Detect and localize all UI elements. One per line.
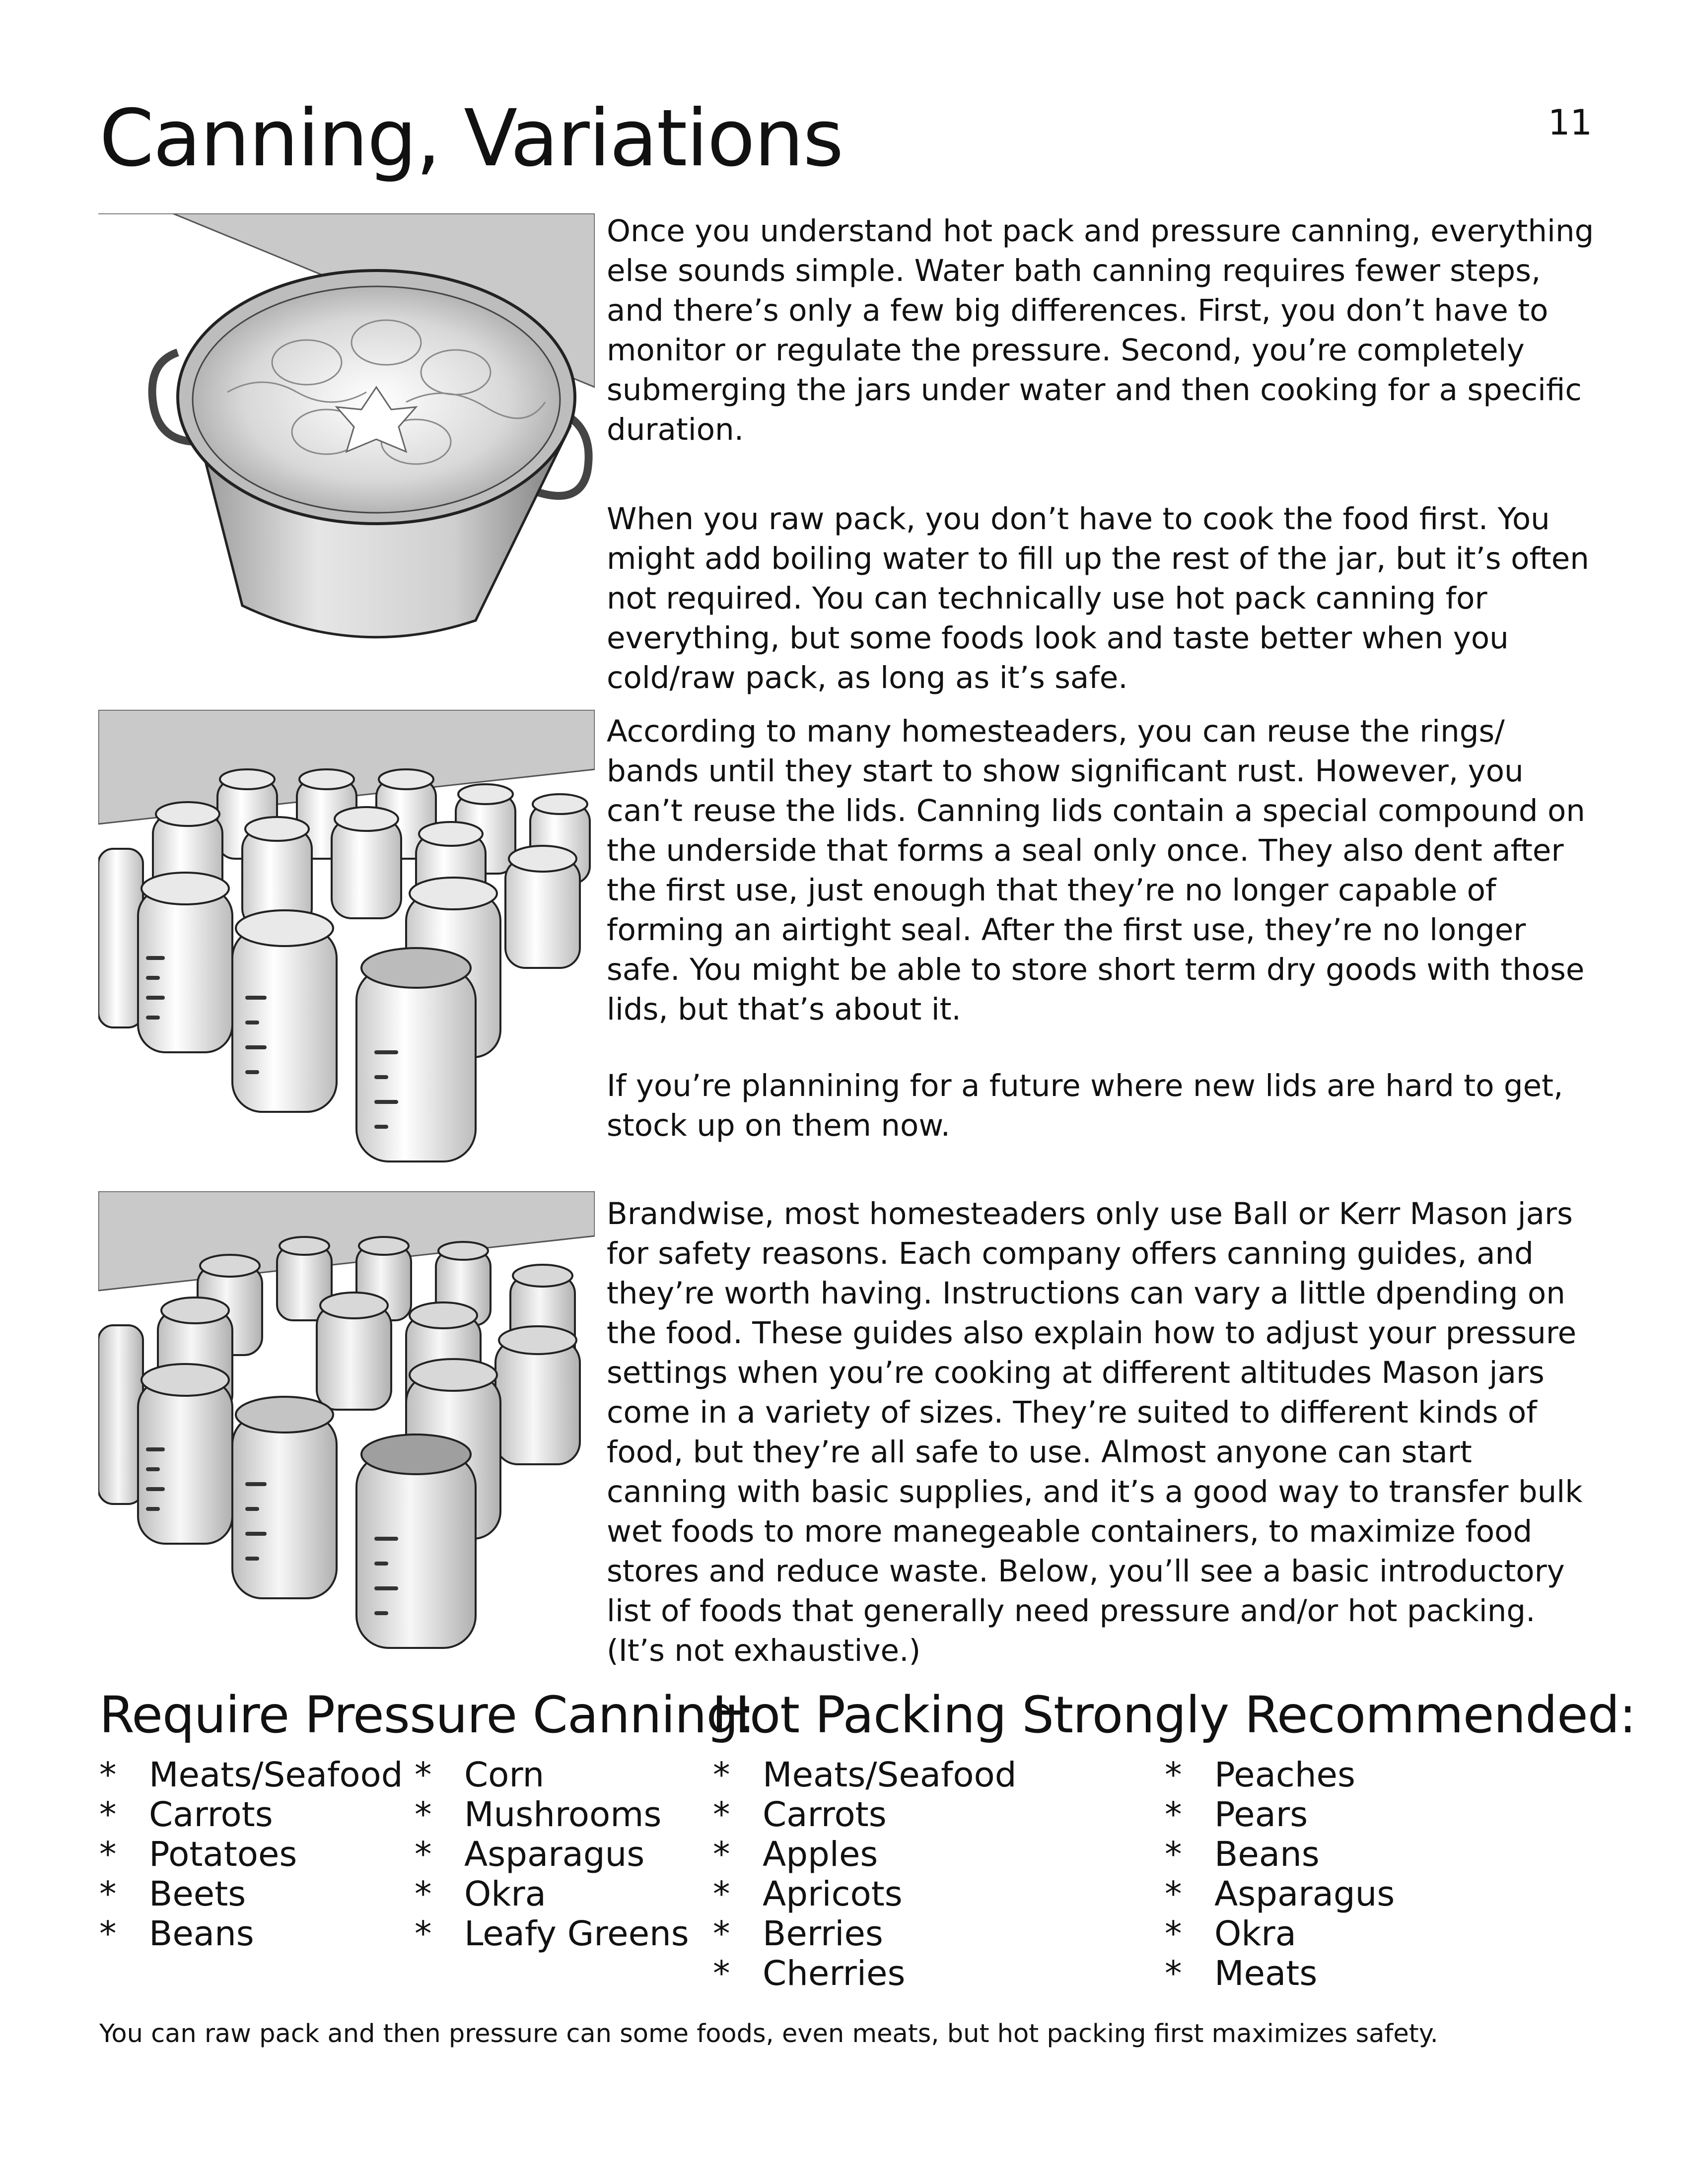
list-item: * Berries	[713, 1914, 1150, 1954]
page-title: Canning, Variations	[99, 93, 843, 184]
hot-pack-list-col1	[713, 1755, 1150, 1993]
list-item: * Meats/Seafood	[99, 1755, 377, 1795]
list-item: * Asparagus	[415, 1835, 712, 1874]
list-item: * Beans	[1165, 1835, 1512, 1874]
list-item: * Carrots	[713, 1795, 1150, 1835]
list-item: * Apricots	[713, 1874, 1150, 1914]
list-item: * Meats	[1165, 1954, 1512, 1993]
page-number: 11	[1548, 102, 1593, 143]
pressure-list-col1	[99, 1755, 403, 1954]
paragraph-reuse-lids: According to many homesteaders, you can reuse the rings/ bands until they start to show significant rust. However, you can’t reuse the lids. Canning lids contain a special compound on the underside that forms a seal only once. They also dent after the first use, just enough that they’re no longer capable of forming an airtight seal. After the first use, they’re no longer safe. You might be able to store short term dry goods with those lids, but that’s about it.	[607, 714, 1585, 1027]
pressure-list-col2	[415, 1755, 712, 1954]
list-item: * Beans	[99, 1914, 377, 1954]
list-item: * Carrots	[99, 1795, 377, 1835]
list-item: * Cherries	[713, 1954, 1150, 1993]
canning-pot-illustration	[98, 213, 595, 660]
list-item: * Okra	[1165, 1914, 1512, 1954]
list-item: * Meats/Seafood	[713, 1755, 1150, 1795]
pressure-canning-heading: Require Pressure Canning:	[99, 1686, 755, 1745]
list-item: * Pears	[1165, 1795, 1512, 1835]
list-item: * Asparagus	[1165, 1874, 1512, 1914]
paragraph-raw-pack: When you raw pack, you don’t have to cook the food first. You might add boiling water to fill up the rest of the jar, but it’s often not required. You can technically use hot pack canning for everything, but some foods look and taste better when you cold/raw pack, as long as it’s safe.	[607, 501, 1589, 695]
list-item: * Peaches	[1165, 1755, 1512, 1795]
list-item: * Beets	[99, 1874, 377, 1914]
hot-packing-heading: Hot Packing Strongly Recommended:	[712, 1686, 1636, 1745]
hot-pack-list-col2	[1165, 1755, 1512, 1993]
mason-jars-illustration-2	[98, 1191, 595, 1653]
list-item: * Corn	[415, 1755, 712, 1795]
list-item: * Potatoes	[99, 1835, 377, 1874]
footer-note: You can raw pack and then pressure can some foods, even meats, but hot packing first maximizes safety.	[99, 2019, 1438, 2048]
paragraph-stock-up: If you’re plannining for a future where new lids are hard to get, stock up on them now.	[607, 1068, 1563, 1143]
list-item: * Leafy Greens	[415, 1914, 712, 1954]
paragraph-water-bath: Once you understand hot pack and pressure canning, everything else sounds simple. Water bath canning requires fewer steps, and there’s only a few big differences. First, you don’t have to monitor or regulate the pressure. Second, you’re completely submerging the jars under water and then cooking for a specific duration.	[607, 213, 1594, 447]
list-item: * Okra	[415, 1874, 712, 1914]
list-item: * Apples	[713, 1835, 1150, 1874]
mason-jars-illustration	[98, 710, 595, 1166]
list-item: * Mushrooms	[415, 1795, 712, 1835]
paragraph-brands: Brandwise, most homesteaders only use Ball or Kerr Mason jars for safety reasons. Each company offers canning guides, and they’re worth having. Instructions can vary a little dpending on the food. These guides also explain how to adjust your pressure settings when you’re cooking at different altitudes Mason jars come in a variety of sizes. They’re suited to different kinds of food, but they’re all safe to use. Almost anyone can start canning with basic supplies, and it’s a good way to transfer bulk wet foods to more manegeable containers, to maximize food stores and reduce waste. Below, you’ll see a basic introductory list of foods that generally need pressure and/or hot packing. (It’s not exhaustive.)	[607, 1196, 1583, 1668]
